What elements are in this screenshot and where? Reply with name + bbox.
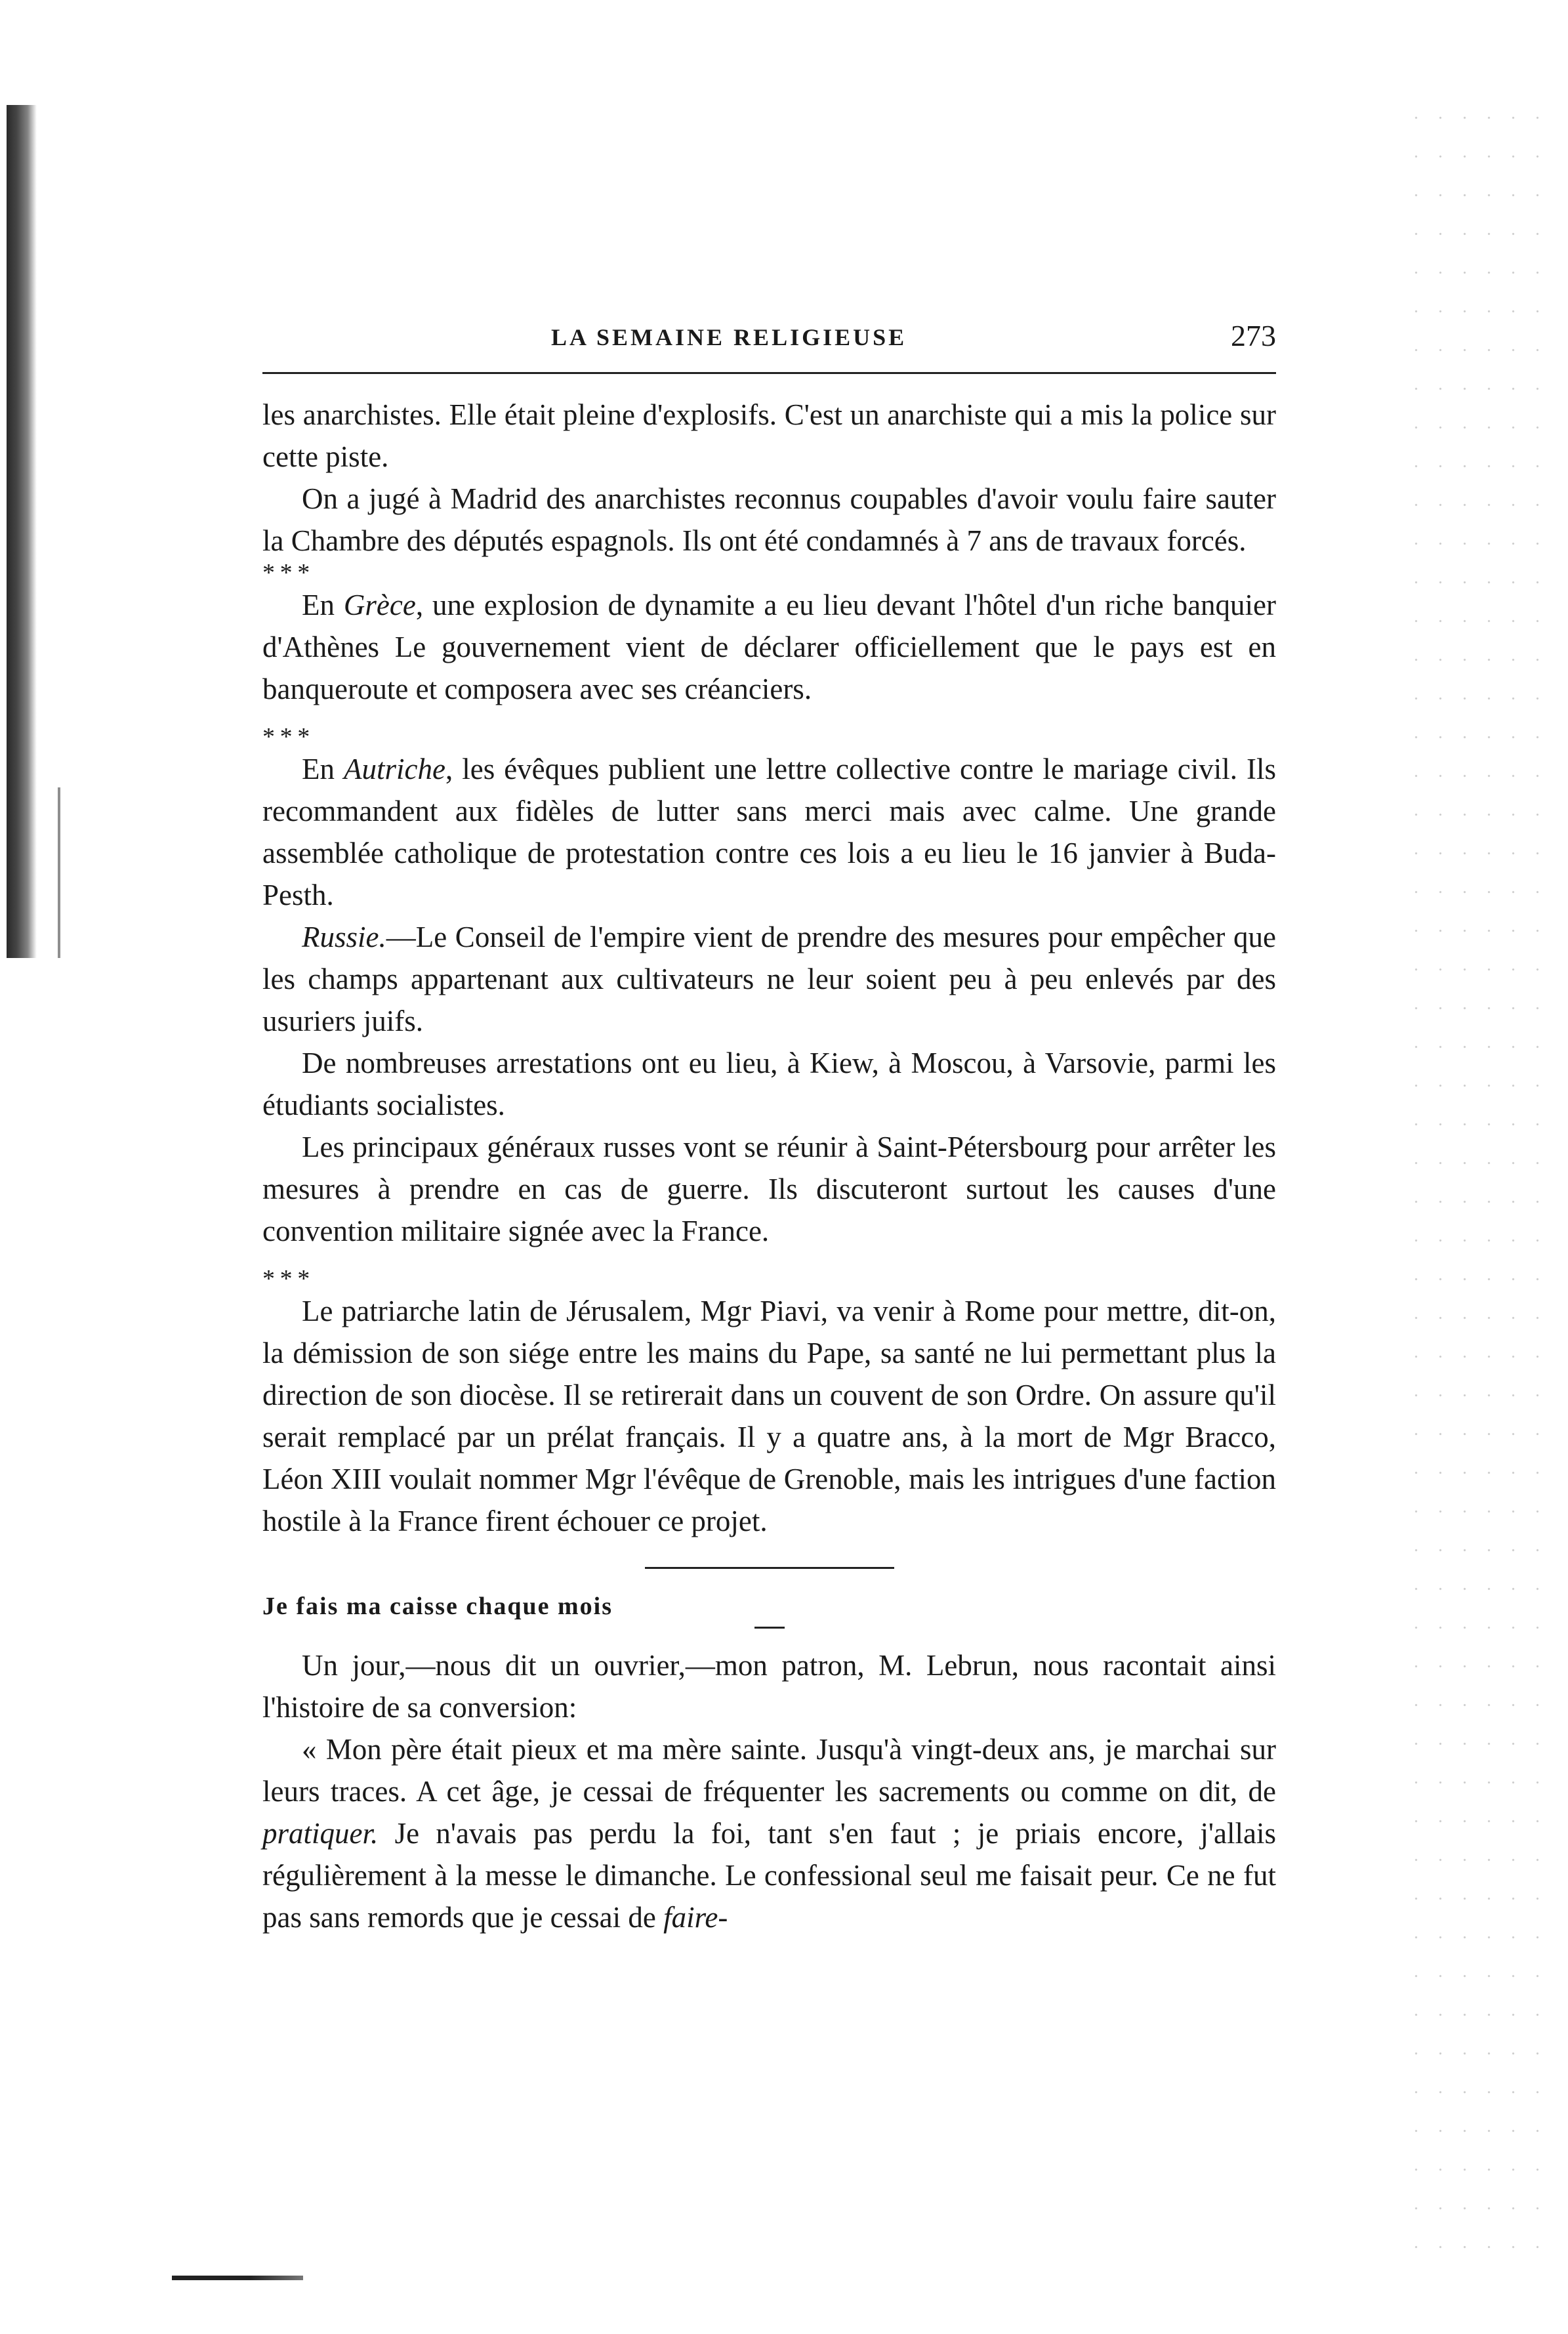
place-austria: Autriche bbox=[344, 753, 445, 785]
running-title: LA SEMAINE RELIGIEUSE bbox=[551, 324, 907, 350]
paragraph-arrests: De nombreuses arrestations ont eu lieu, à Kiew, à Moscou, à Varsovie, parmi les étudiants socialistes. bbox=[262, 1047, 1276, 1121]
paragraph-russia bbox=[262, 916, 1276, 1042]
header-rule bbox=[262, 372, 1276, 374]
section-paragraph-1: Un jour,—nous dit un ouvrier,—mon patron, M. Lebrun, nous racontait ainsi l'histoire de sa conversion: bbox=[262, 1649, 1276, 1724]
bottom-scan-mark bbox=[172, 2276, 303, 2280]
lead-in-en: En bbox=[302, 753, 344, 785]
section-paragraph-2-continuation: Je n'avais pas perdu la foi, tant s'en faut ; je priais encore, j'allais régulièrement à la messe le dimanche. Le confessional seul me faisait peur. Ce ne fut pas sans remords que je cessai de bbox=[262, 1817, 1276, 1934]
italic-word-faire: faire- bbox=[663, 1901, 728, 1934]
asterism-3: * * * bbox=[262, 1265, 310, 1293]
paragraph-austria bbox=[262, 748, 1276, 916]
page-number: 273 bbox=[1231, 319, 1276, 352]
paragraph-2: On a jugé à Madrid des anarchistes reconnus coupables d'avoir voulu faire sauter la Chambre des députés espagnols. Ils ont été condamnés à 7 ans de travaux forcés. bbox=[262, 482, 1276, 557]
scan-noise bbox=[1404, 98, 1555, 2264]
section-paragraph-2 bbox=[262, 1728, 1276, 1938]
section-paragraph-2-text: « Mon père était pieux et ma mère sainte. Jusqu'à vingt-deux ans, je marchai sur leurs traces. A cet âge, je cessai de fréquenter les sacrements ou comme on dit, de bbox=[262, 1733, 1276, 1808]
lead-in-comma: , bbox=[445, 753, 463, 785]
asterism-2: * * * bbox=[262, 723, 310, 751]
lead-in-comma: , bbox=[415, 589, 432, 621]
binding-shadow bbox=[7, 105, 37, 958]
section-title: Je fais ma caisse chaque mois bbox=[262, 1593, 613, 1620]
binding-mark bbox=[58, 787, 60, 958]
paragraph-generals: Les principaux généraux russes vont se réunir à Saint-Pétersbourg pour arrêter les mesures à prendre en cas de guerre. Ils discuteront surtout les causes d'une convention militaire signée avec la France. bbox=[262, 1131, 1276, 1247]
paragraph-greece bbox=[262, 584, 1276, 710]
paragraph-austria-text: les évêques publient une lettre collective contre le mariage civil. Ils recommandent aux fidèles de lutter sans merci mais avec calme. Une grande assemblée catholique de protestation contre ces lois a eu lieu le 16 janvier à Buda-Pesth. bbox=[262, 753, 1277, 911]
place-russia: Russie. bbox=[302, 921, 386, 953]
section-rule bbox=[645, 1567, 894, 1569]
paragraph-greece-text: une explosion de dynamite a eu lieu devant l'hôtel d'un riche banquier d'Athènes Le gouvernement vient de déclarer officiellement que le pays est en banqueroute et composera avec ses créanciers. bbox=[262, 589, 1276, 705]
place-greece: Grèce bbox=[343, 589, 416, 621]
paragraph-1: les anarchistes. Elle était pleine d'explosifs. C'est un anarchiste qui a mis la police sur cette piste. bbox=[262, 398, 1276, 473]
lead-in-en: En bbox=[302, 589, 344, 621]
running-head bbox=[262, 318, 1276, 358]
paragraph-patriarch: Le patriarche latin de Jérusalem, Mgr Piavi, va venir à Rome pour mettre, dit-on, la démission de son siége entre les mains du Pape, sa santé ne lui permettant plus la direction de son diocèse. Il se retirerait dans un couvent de son Ordre. On assure qu'il serait remplacé par un prélat français. Il y a quatre ans, à la mort de Mgr Bracco, Léon XIII voulait nommer Mgr l'évêque de Grenoble, mais les intrigues d'une faction hostile à la France firent échouer ce projet. bbox=[262, 1295, 1276, 1537]
italic-word-pratiquer: pratiquer. bbox=[262, 1817, 379, 1850]
paragraph-russia-text: —Le Conseil de l'empire vient de prendre des mesures pour empêcher que les champs appartenant aux cultivateurs ne leur soient peu à peu enlevés par des usuriers juifs. bbox=[262, 921, 1276, 1037]
section-subrule bbox=[754, 1627, 785, 1629]
body-text bbox=[262, 394, 1276, 1938]
asterism-1: * * * bbox=[262, 559, 310, 587]
